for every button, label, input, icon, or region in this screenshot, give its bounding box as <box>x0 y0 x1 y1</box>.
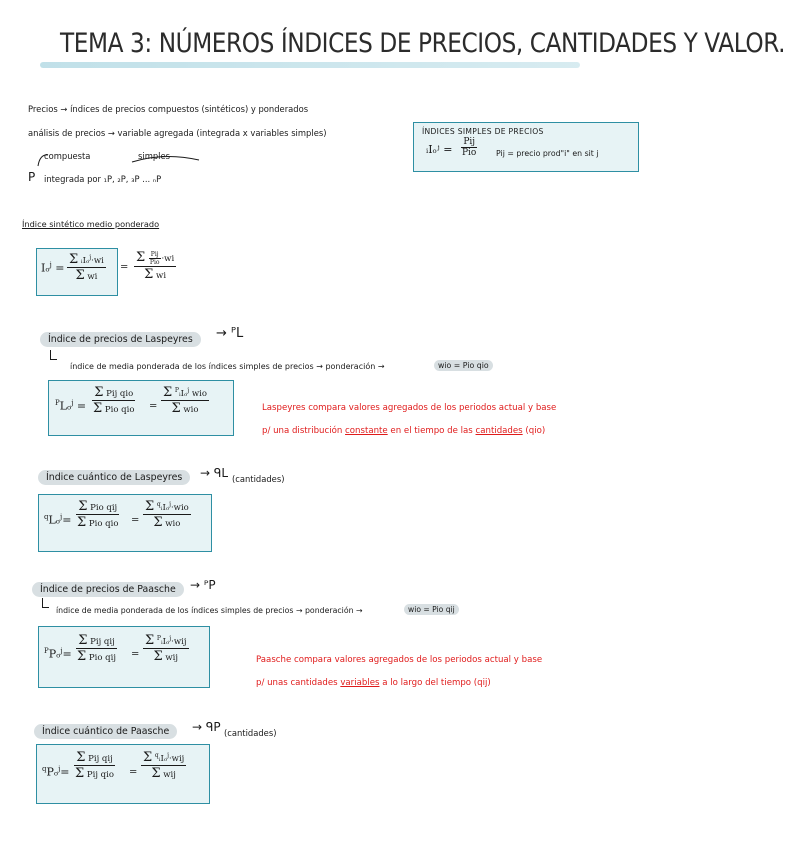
laspeyres-price-formula-box <box>48 380 234 436</box>
laspeyres-price-frac-a: $\frac{\text{Σ Pij qio}}{\text{Σ Pio qio}}$ <box>93 385 135 416</box>
synthetic-equals: = <box>120 262 129 273</box>
laspeyres-price-branch <box>50 350 57 360</box>
simple-index-fraction <box>460 137 478 158</box>
paasche-price-description: índice de media ponderada de los índices simples de precios → ponderación → <box>56 606 363 615</box>
laspeyres-qty-equals: = <box>131 515 140 526</box>
paasche-qty-frac-a: $\frac{\text{Σ Pij qij}}{\text{Σ Pij qio}}$ <box>75 750 114 781</box>
synthetic-formula-box <box>36 248 118 296</box>
laspeyres-price-heading: Índice de precios de Laspeyres <box>40 332 201 347</box>
paasche-price-formula-box <box>38 626 210 688</box>
paasche-price-branch <box>42 598 49 608</box>
laspeyres-qty-symbol: → ᑫL <box>200 466 229 480</box>
laspeyres-note-1: Laspeyres compara valores agregados de los periodos actual y base <box>262 403 557 413</box>
label-compuesta: compuesta <box>44 151 91 161</box>
intro-line-1: Precios → índices de precios compuestos (sintéticos) y ponderados <box>28 104 309 114</box>
laspeyres-price-symbol: → ᴾL <box>216 326 244 341</box>
page-title: TEMA 3: NÚMEROS ÍNDICES DE PRECIOS, CANTIDADES Y VALOR. <box>60 28 785 59</box>
laspeyres-qty-frac-a: $\frac{\text{Σ Pio qij}}{\text{Σ Pio qio}}$ <box>77 499 119 530</box>
laspeyres-price-weight: wio = Pio qio <box>434 360 493 371</box>
simple-index-heading: ÍNDICES SIMPLES DE PRECIOS <box>422 127 544 136</box>
laspeyres-price-lhs: $^P$Lₒ$^j$ = <box>55 399 87 413</box>
label-simples: simples <box>138 151 171 161</box>
paasche-qty-heading: Índice cuántico de Paasche <box>34 724 177 739</box>
paasche-price-lhs: $^P$Pₒ$^j$= <box>44 647 72 661</box>
simple-index-definition: Pij = precio prod"i" en sit j <box>496 149 599 158</box>
paasche-note-2: p/ unas cantidades variables a lo largo del tiempo (qij) <box>256 678 491 688</box>
simple-index-denominator: Pio <box>462 148 477 158</box>
laspeyres-note-2: p/ una distribución constante en el tiempo de las cantidades (qio) <box>262 426 546 436</box>
paasche-qty-symbol: → ᑫP <box>192 720 221 734</box>
paasche-price-symbol: → ᴾP <box>190 578 216 592</box>
paasche-price-weight: wio = Pio qij <box>404 604 459 615</box>
simple-index-lhs: ᵢIₒʲ = <box>426 143 453 156</box>
paasche-qty-equals: = <box>129 767 138 778</box>
laspeyres-qty-lhs: $^q$Lₒ$^j$= <box>44 513 72 527</box>
synthetic-heading: Índice sintético medio ponderado <box>22 219 160 229</box>
title-underline <box>40 62 580 68</box>
intro-line-2: análisis de precios → variable agregada (integrada x variables simples) <box>28 128 327 138</box>
intro-p-symbol: P <box>28 170 36 184</box>
laspeyres-price-description: índice de media ponderada de los índices simples de precios → ponderación → <box>70 362 385 371</box>
laspeyres-qty-frac-b: $\frac{\Sigma ^qᵢI_o^j\cdot wio}{\text{Σ wio}}$ <box>145 499 189 530</box>
synthetic-formula-frac-b: Σ $\frac{\text{Pij}}{\text{Pio}}$ ·wi Σ wi <box>136 250 175 282</box>
intro-brace-arrows <box>34 146 214 174</box>
paasche-note-1: Paasche compara valores agregados de los periodos actual y base <box>256 655 543 665</box>
paasche-qty-frac-b: $\frac{\Sigma ^qᵢI_o^j\cdot wij}{\text{Σ wij}}$ <box>143 750 185 781</box>
paasche-price-frac-b: $\frac{\Sigma ^PᵢI_o^j\cdot wij}{\text{Σ wij}}$ <box>145 633 187 664</box>
simple-index-box <box>413 122 639 172</box>
intro-line-3: integrada por ₁P, ₂P, ₃P ... ₙP <box>44 174 162 184</box>
paasche-qty-formula-box <box>36 744 210 804</box>
synthetic-formula-lhs: Iₒ$^j$ = <box>41 261 65 275</box>
laspeyres-qty-formula-box <box>38 494 212 552</box>
synthetic-formula-frac-a: $\frac{\Sigma ᵢI_o^j\cdot wi}{\text{Σ wi}}$ <box>69 252 104 283</box>
laspeyres-qty-heading: Índice cuántico de Laspeyres <box>38 470 190 485</box>
paasche-qty-lhs: $^q$Pₒ$^j$= <box>42 765 70 779</box>
simple-index-numerator: Pij <box>463 137 476 147</box>
laspeyres-price-equals: = <box>149 401 158 412</box>
paasche-qty-suffix: (cantidades) <box>224 728 277 738</box>
laspeyres-qty-suffix: (cantidades) <box>232 474 285 484</box>
paasche-price-equals: = <box>131 649 140 660</box>
paasche-price-heading: Índice de precios de Paasche <box>32 582 184 597</box>
laspeyres-price-frac-b: $\frac{\Sigma ^PᵢI_o^j wio}{\text{Σ wio}}$ <box>163 385 207 416</box>
paasche-price-frac-a: $\frac{\text{Σ Pij qij}}{\text{Σ Pio qij}}$ <box>77 633 116 664</box>
